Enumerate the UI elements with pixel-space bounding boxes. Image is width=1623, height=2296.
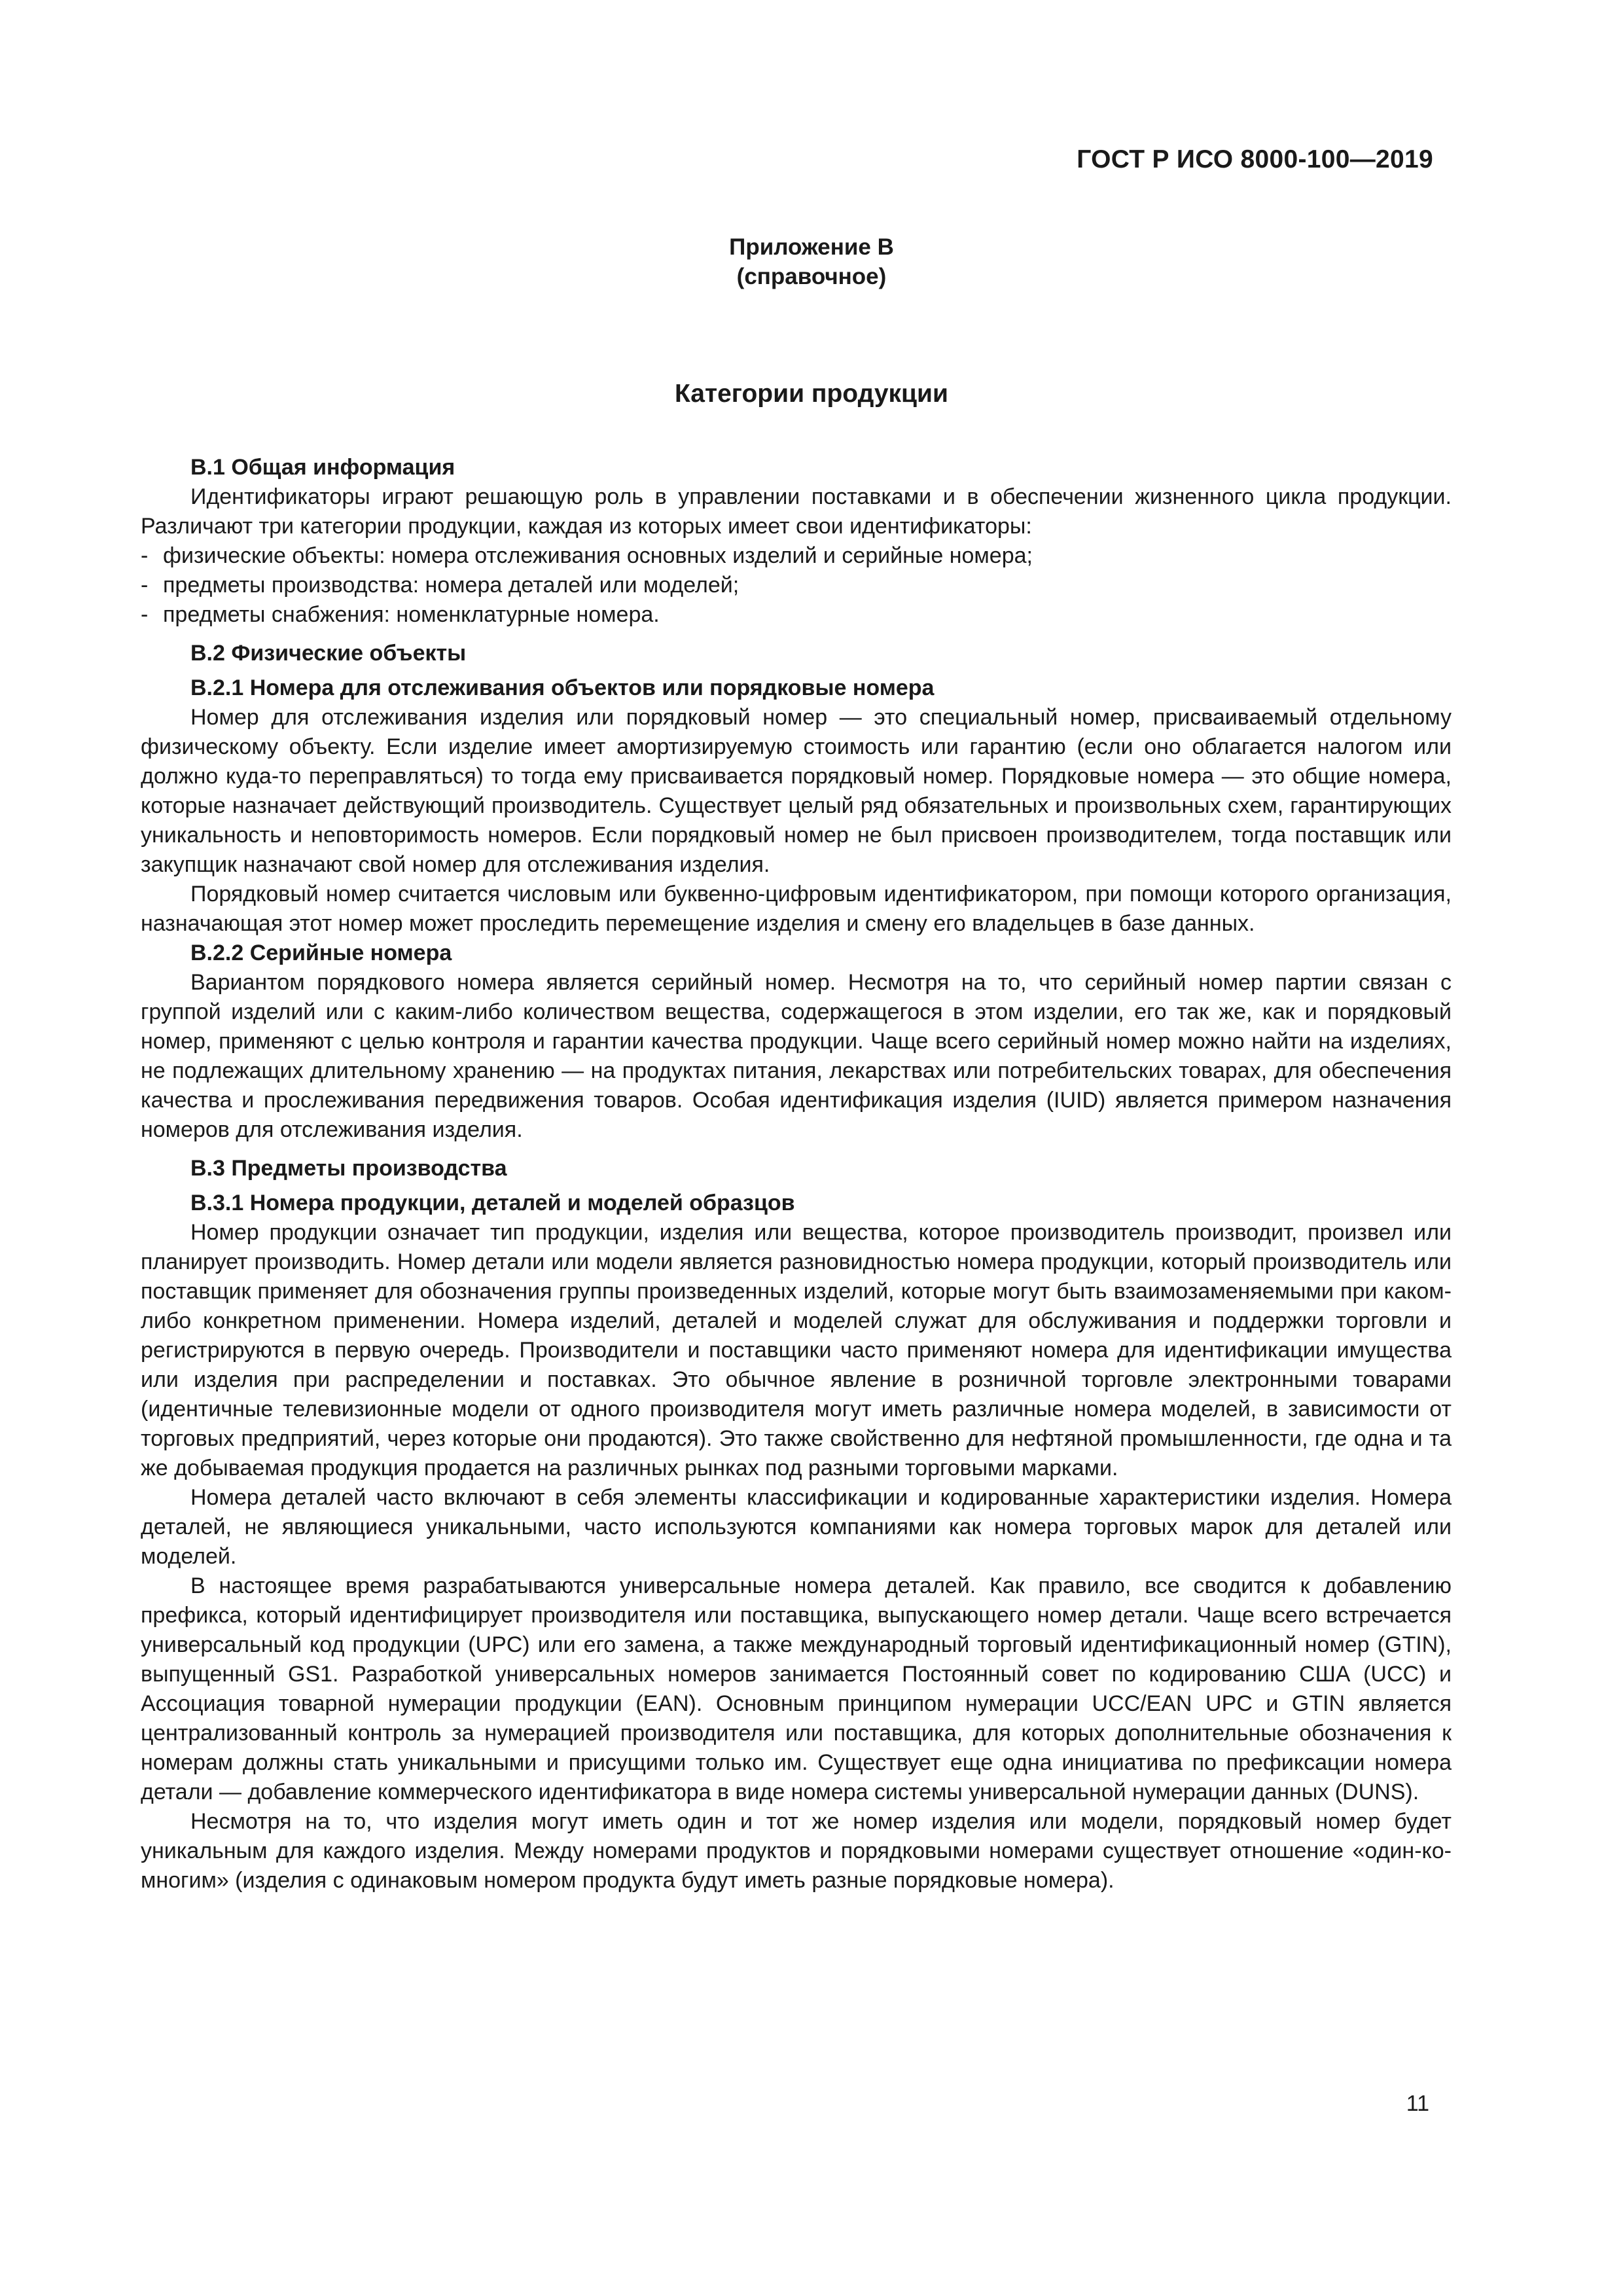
appendix-subtitle: (справочное) xyxy=(736,264,887,289)
section-heading-b3: В.3 Предметы производства xyxy=(190,1156,507,1181)
paragraph: В настоящее время разрабатываются универсальные номера деталей. Как правило, все сводится к добавлению префикса, который идентифицирует производителя или поставщика, выпускающего номер детали. Чаще всего встречается универсальный код продукции (UPC) или его замена, а также международный торговый идентификационный номер (GTIN), выпущенный GS1. Разработкой универсальных номеров занимается Постоянный совет по кодированию США (UCC) и Ассоциация товарной нумерации продукции (EAN). Основным принципом нумерации UCC/EAN UPC и GTIN является централизованный контроль за нумерацией производителя или поставщика, для которых дополнительные обозначения к номерам должны стать уникальными и присущими только им. Существует еще одна инициатива по префиксации номера детали — добавление коммерческого идентификатора в виде номера системы универсальной нумерации данных (DUNS). xyxy=(141,1573,1452,1804)
paragraph: Идентификаторы играют решающую роль в управлении поставками и в обеспечении жизненного цикла продукции. Различают три категории продукции, каждая из которых имеет свои идентификаторы: xyxy=(141,484,1452,539)
document-body xyxy=(141,453,1452,1895)
paragraph: Вариантом порядкового номера является серийный номер. Несмотря на то, что серийный номер партии связан с группой изделий или с каким-либо количеством вещества, содержащегося в этом изделии, его так же, как и порядковый номер, применяют с целью контроля и гарантии качества продукции. Чаще всего серийный номер можно найти на изделиях, не подлежащих длительному хранению — на продуктах питания, лекарствах или потребительских товарах, для обеспечения качества и прослеживания передвижения товаров. Особая идентификация изделия (IUID) является примером назначения номеров для отслеживания изделия. xyxy=(141,970,1452,1142)
subsection-heading-b22: В.2.2 Серийные номера xyxy=(190,941,452,965)
page-number: 11 xyxy=(1406,2091,1429,2116)
page-title: Категории продукции xyxy=(675,380,948,408)
paragraph: Номера деталей часто включают в себя элементы классификации и кодированные характеристики изделия. Номера деталей, не являющиеся уникальными, часто используются компаниями как номера торговых марок для деталей или моделей. xyxy=(141,1485,1452,1569)
paragraph: Номер для отслеживания изделия или порядковый номер — это специальный номер, присваиваемый отдельному физическому объекту. Если изделие имеет амортизируемую стоимость или гарантию (если оно облагается налогом или должно куда-то переправляться) то тогда ему присваивается порядковый номер. Порядковые номера — это общие номера, которые назначает действующий производитель. Существует целый ряд обязательных и произвольных схем, гарантирующих уникальность и неповторимость номеров. Если порядковый номер не был присвоен производителем, тогда поставщик или закупщик назначают свой номер для отслеживания изделия. xyxy=(141,705,1452,877)
paragraph: Порядковый номер считается числовым или буквенно-цифровым идентификатором, при помощи которого организация, назначающая этот номер может проследить перемещение изделия и смену его владельцев в базе данных. xyxy=(141,882,1452,936)
list-item: - физические объекты: номера отслеживания основных изделий и серийные номера; xyxy=(141,543,1033,568)
section-heading-b1: В.1 Общая информация xyxy=(190,455,455,480)
document-code: ГОСТ Р ИСО 8000-100—2019 xyxy=(1077,145,1433,173)
list-item: - предметы снабжения: номенклатурные номера. xyxy=(141,602,660,627)
appendix-title: Приложение В xyxy=(729,234,894,260)
category-list xyxy=(141,541,1452,630)
subsection-heading-b21: В.2.1 Номера для отслеживания объектов или порядковые номера xyxy=(190,675,935,700)
list-item: - предметы производства: номера деталей или моделей; xyxy=(141,573,740,598)
section-heading-b2: В.2 Физические объекты xyxy=(190,641,467,666)
paragraph: Номер продукции означает тип продукции, изделия или вещества, которое производитель производит, произвел или планирует производить. Номер детали или модели является разновидностью номера продукции, который производитель или поставщик применяет для обозначения группы произведенных изделий, которые могут быть взаимозаменяемыми при каком-либо конкретном применении. Номера изделий, деталей и моделей служат для обслуживания и поддержки торговли и регистрируются в первую очередь. Производители и поставщики часто применяют номера для идентификации имущества или изделия при распределении и поставках. Это обычное явление в розничной торговле электронными товарами (идентичные телевизионные модели от одного производителя могут иметь различные номера моделей, в зависимости от торговых предприятий, через которые они продаются). Это также свойственно для нефтяной промышленности, где одна и та же добываемая продукция продается на различных рынках под разными торговыми марками. xyxy=(141,1220,1452,1480)
appendix-header xyxy=(0,232,1623,291)
paragraph: Несмотря на то, что изделия могут иметь один и тот же номер изделия или модели, порядковый номер будет уникальным для каждого изделия. Между номерами продуктов и порядковыми номерами существует отношение «один-ко-многим» (изделия с одинаковым номером продукта будут иметь разные порядковые номера). xyxy=(141,1809,1452,1893)
subsection-heading-b31: В.3.1 Номера продукции, деталей и моделей образцов xyxy=(190,1191,795,1215)
